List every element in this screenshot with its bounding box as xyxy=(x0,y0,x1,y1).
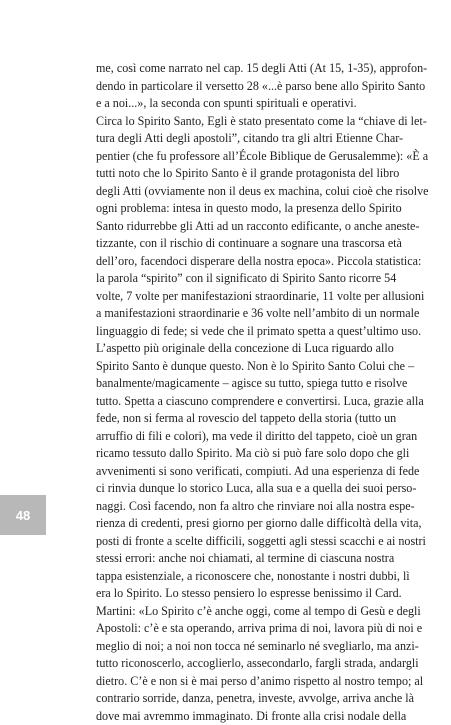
text-line: L’aspetto più originale della concezione di Luca riguardo allo xyxy=(96,340,386,358)
text-line: linguaggio di fede; si vede che il primato spetta a quest’ultimo uso. xyxy=(96,323,386,341)
text-line: contrario sorride, danza, penetra, investe, avvolge, arriva anche là xyxy=(96,690,386,708)
text-line: dendo in particolare il versetto 28 «...è parso bene allo Spirito Santo xyxy=(96,78,386,96)
text-line: avvenimenti si sono verificati, compiuti. Ad una esperienza di fede xyxy=(96,463,386,481)
text-line: Spirito Santo è dunque questo. Non è lo Spirito Santo Colui che – xyxy=(96,358,386,376)
text-line: la parola “spirito” con il significato di Spirito Santo ricorre 54 xyxy=(96,270,386,288)
text-line: dell’oro, facendoci disperare della nostra epoca». Piccola statistica: xyxy=(96,253,386,271)
text-line: dietro. C’è e non si è mai perso d’animo rispetto al nostro tempo; al xyxy=(96,673,386,691)
text-line: ricamo tessuto dallo Spirito. Ma ciò si può fare solo dopo che gli xyxy=(96,445,386,463)
text-line: fede, non si ferma al rovescio del tappeto della storia (tutto un xyxy=(96,410,386,428)
text-line: e a noi...», la seconda con spunti spirituali e operativi. xyxy=(96,95,386,113)
text-line: arruffio di fili e colori), ma vede il diritto del tappeto, cioè un gran xyxy=(96,428,386,446)
text-line: Martini: «Lo Spirito c’è anche oggi, come al tempo di Gesù e degli xyxy=(96,603,386,621)
text-line: rienza di credenti, presi giorno per giorno dalle difficoltà della vita, xyxy=(96,515,386,533)
text-line: Santo ridurrebbe gli Atti ad un racconto edificante, o anche aneste- xyxy=(96,218,386,236)
text-line: volte, 7 volte per manifestazioni straordinarie, 11 volte per allusioni xyxy=(96,288,386,306)
text-line: era lo Spirito. Lo stesso pensiero lo espresse benissimo il Card. xyxy=(96,585,386,603)
text-line: a manifestazioni straordinarie e 36 volte nell’ambito di un normale xyxy=(96,305,386,323)
page-number-badge xyxy=(0,495,46,535)
text-line: Apostoli: c’è e sta operando, arriva prima di noi, lavora più di noi e xyxy=(96,620,386,638)
text-line: banalmente/magicamente – agisce su tutto, spiega tutto e risolve xyxy=(96,375,386,393)
text-line: tura degli Atti degli apostoli”, citando tra gli altri Etienne Char- xyxy=(96,130,386,148)
text-line: degli Atti (ovviamente non il deus ex machina, colui cioè che risolve xyxy=(96,183,386,201)
text-line: tutti noto che lo Spirito Santo è il grande protagonista del libro xyxy=(96,165,386,183)
text-line: dove mai avremmo immaginato. Di fronte alla crisi nodale della xyxy=(96,708,386,725)
text-line: tappa esistenziale, a riconoscere che, nonostante i nostri dubbi, lì xyxy=(96,568,386,586)
text-line: stessi errori: anche noi chiamati, al termine di ciascuna nostra xyxy=(96,550,386,568)
text-line: ci rinvia dunque lo storico Luca, alla sua e a quella dei suoi perso- xyxy=(96,480,386,498)
text-line: Circa lo Spirito Santo, Egli è stato presentato come la “chiave di let- xyxy=(96,113,386,131)
body-text xyxy=(96,60,386,725)
text-line: ogni problema: intesa in questo modo, la presenza dello Spirito xyxy=(96,200,386,218)
text-line: naggi. Così facendo, non fa altro che rinviare noi alla nostra espe- xyxy=(96,498,386,516)
text-line: tutto riconoscerlo, accoglierlo, assecondarlo, fargli strada, andargli xyxy=(96,655,386,673)
text-line: tutto. Spetta a ciascuno comprendere e convertirsi. Luca, grazie alla xyxy=(96,393,386,411)
text-line: meglio di noi; a noi non tocca né seminarlo né svegliarlo, ma anzi- xyxy=(96,638,386,656)
text-line: posti di fronte a scelte difficili, soggetti agli stessi scacchi e ai nostri xyxy=(96,533,386,551)
text-line: me, così come narrato nel cap. 15 degli Atti (At 15, 1-35), approfon- xyxy=(96,60,386,78)
text-line: tizzante, con il rischio di continuare a sognare una trascorsa età xyxy=(96,235,386,253)
text-line: pentier (che fu professore all’École Biblique de Gerusalemme): «È a xyxy=(96,148,386,166)
page-number: 48 xyxy=(16,508,30,523)
